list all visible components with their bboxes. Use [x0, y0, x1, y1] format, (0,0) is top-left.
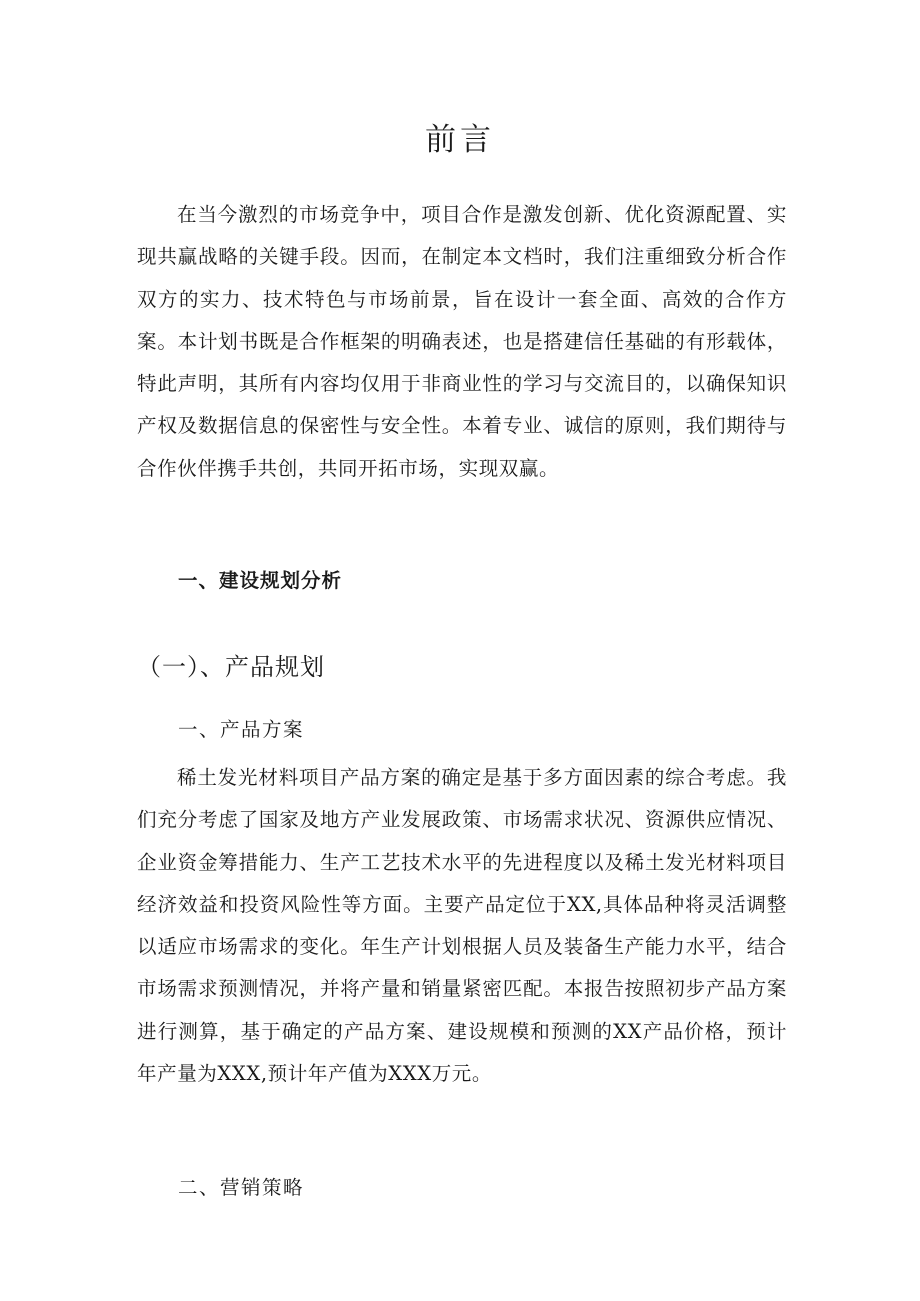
product-plan-paragraph: 稀土发光材料项目产品方案的确定是基于多方面因素的综合考虑。我们充分考虑了国家及地方产业发展政策、市场需求状况、资源供应情况、企业资金筹措能力、生产工艺技术水平的先进程度以及稀土发光材料项目经济效益和投资风险性等方面。主要产品定位于XX,具体品种将灵活调整以适应市场需求的变化。年生产计划根据人员及装备生产能力水平，结合市场需求预测情况，并将产量和销量紧密匹配。本报告按照初步产品方案进行测算，基于确定的产品方案、建设规模和预测的XX产品价格，预计年产量为XXX,预计年产值为XXX万元。: [137, 766, 787, 1086]
item-heading-marketing: 二、营销策略: [178, 1176, 305, 1199]
page-title: 前言: [425, 122, 495, 158]
subsection-heading: （一）、产品规划: [137, 653, 325, 681]
intro-paragraph: 在当今激烈的市场竞争中，项目合作是激发创新、优化资源配置、实现共赢战略的关键手段。因而，在制定本文档时，我们注重细致分析合作双方的实力、技术特色与市场前景，旨在设计一套全面、高效的合作方案。本计划书既是合作框架的明确表述，也是搭建信任基础的有形载体，特此声明，其所有内容均仅用于非商业性的学习与交流目的，以确保知识产权及数据信息的保密性与安全性。本着专业、诚信的原则，我们期待与合作伙伴携手共创，共同开拓市场，实现双赢。: [137, 203, 787, 480]
section-heading: 一、建设规划分析: [178, 569, 343, 592]
item-heading-product-plan: 一、产品方案: [178, 718, 305, 741]
